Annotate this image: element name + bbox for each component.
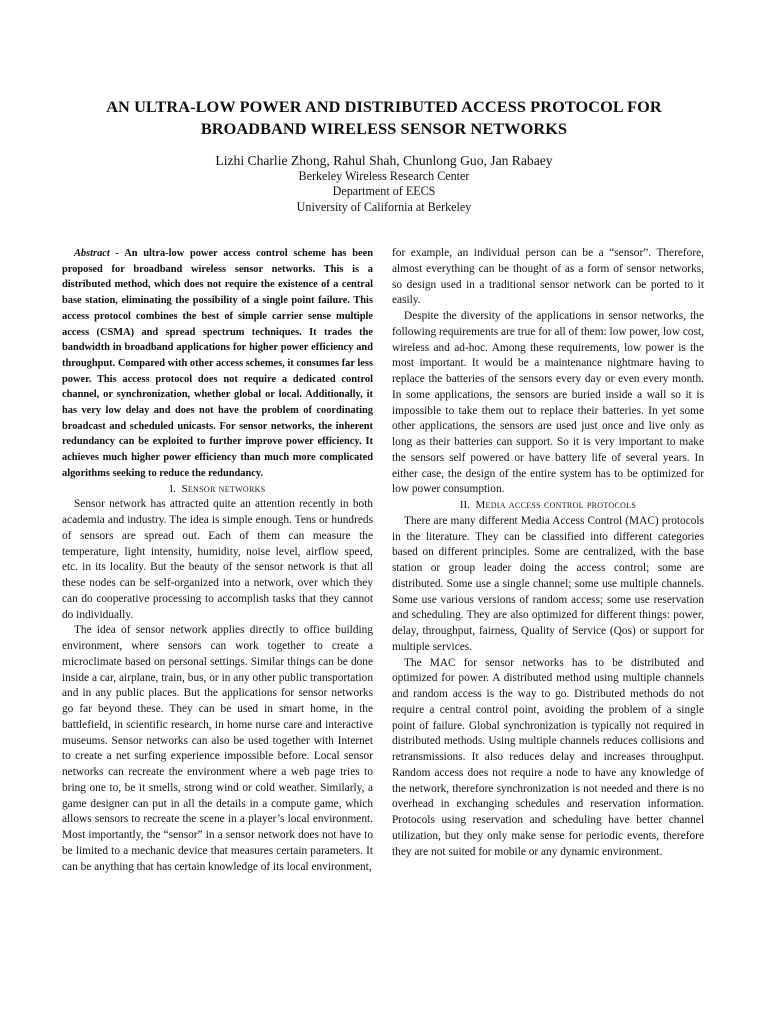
section-number: I. (169, 482, 176, 495)
abstract-text: An ultra-low power access control scheme has been proposed for broadband wireless sensor networks. This is a distributed method, which does not require the existence of a central base station, eliminating the possibility of a single point failure. This access protocol combines the best of simple carrier sense multiple access (CSMA) and spread spectrum techniques. It trades the bandwidth in broadband applications for higher power efficiency and throughput. Compared with other access schemes, it consumes far less power. This access protocol does not require a dedicated control channel, or synchronization, whether global or local. Additionally, it has very low delay and does not have the problem of coordinating broadcast and scheduled unicasts. For sensor networks, the inherent redundancy can be exploited to further improve power efficiency. It achieves much higher power efficiency than much more complicated algorithms seeking to reduce the redundancy. (62, 248, 374, 479)
section-title: Media access control protocols (475, 499, 637, 511)
title-line-1: AN ULTRA-LOW POWER AND DISTRIBUTED ACCESS PROTOCOL FOR (106, 97, 662, 116)
right-column (392, 246, 704, 860)
affiliation-department: Department of EECS (332, 184, 436, 199)
affiliation-block (60, 169, 708, 215)
author-list: Lizhi Charlie Zhong, Rahul Shah, Chunlong Guo, Jan Rabaey (215, 153, 553, 168)
body-paragraph: Despite the diversity of the applications in sensor networks, the following requirements are true for all of them: low power, low cost, wireless and ad-hoc. Among these requirements, low power is the most important. It would be a maintenance nightmare having to replace the batteries of the sensors every day or even every month. In some applications, the sensors are buried inside a wall so it is impossible to take them out to replace their batteries. In yet some other applications, the sensors are used just once and live only as long as their batteries can support. So it is very important to make the sensors self powered or have battery life of several years. In either case, the design of the entire system has to be optimized for low power consumption. (392, 310, 704, 496)
section-number: II. (459, 499, 470, 511)
body-paragraph: There are many different Media Access Control (MAC) protocols in the literature. They can be classified into different categories based on different principles. Some are centralized, with the base station or group leader doing the access control; some are distributed. Some use a single channel; some use multiple channels. Some use various versions of random access; some use reservation and scheduling. They are also optimized for different things: power, delay, throughput, fairness, Quality of Service (Qos) or support for multiple services. (392, 514, 704, 653)
affiliation-lab: Berkeley Wireless Research Center (298, 169, 470, 183)
left-column (62, 246, 373, 875)
section-heading-sensor-networks (62, 482, 373, 498)
body-paragraph: Sensor network has attracted quite an attention recently in both academia and industry. The idea is simple enough. Tens or hundreds of sensors are spread out. Each of them can measure the temperature, light intensity, humidity, noise level, airflow speed, etc. in its locality. But the beauty of the sensor network is that all these nodes can be self-organized into a network, over which they can do cooperative processing to accomplish tasks that they cannot do individually. (62, 498, 373, 621)
body-paragraph: The MAC for sensor networks has to be distributed and optimized for power. A distributed method using multiple channels and random access is the way to go. Distributed methods do not require a central control point, avoiding the problem of a single point of failure. Global synchronization is typically not required in distributed methods. Using multiple channels reduces collisions and retransmissions. It also reduces delay and increases throughput. Random access does not require a node to have any knowledge of the network, therefore synchronization is not needed and there is no overhead in exchanging schedules and reservation information. Protocols using reservation and scheduling have better channel utilization, but they only make sense for periodic events, therefore they are not suited for mobile or any dynamic environment. (392, 656, 704, 858)
title-line-2: BROADBAND WIRELESS SENSOR NETWORKS (200, 119, 568, 138)
body-paragraph: The idea of sensor network applies directly to office building environment, where sensors can work together to create a microclimate based on personal settings. Similar things can be done inside a car, airplane, train, bus, or in any other public transportation and in any public places. But the applications for sensor networks go far beyond these. They can be used in smart home, in the battlefield, in scientific research, in home nurse care and interactive museums. Sensor networks can also be used together with Internet to create a net surfing experience impossible before. Local sensor networks can recreate the environment where a web page tries to bring one to, be it smells, strong wind or cold weather. Similarly, a game designer can put in all the details in a compute game, which allows sensors to recreate the scene in a player’s local environment. Most importantly, the “sensor” in a sensor network does not have to be limited to a mechanic device that measures certain parameters. It can be anything that has certain knowledge of its local environment, (62, 624, 373, 873)
section-title: Sensor networks (181, 482, 266, 495)
paper-title (60, 96, 708, 140)
section-heading-mac-protocols (392, 498, 704, 514)
body-paragraph: for example, an individual person can be a “sensor”. Therefore, almost everything can be thought of as a form of sensor networks, so design used in a traditional sensor network can be ported to it easily. (392, 247, 704, 307)
affiliation-university: University of California at Berkeley (296, 199, 472, 214)
abstract-label: Abstract - (74, 248, 120, 259)
abstract-paragraph (62, 246, 373, 482)
